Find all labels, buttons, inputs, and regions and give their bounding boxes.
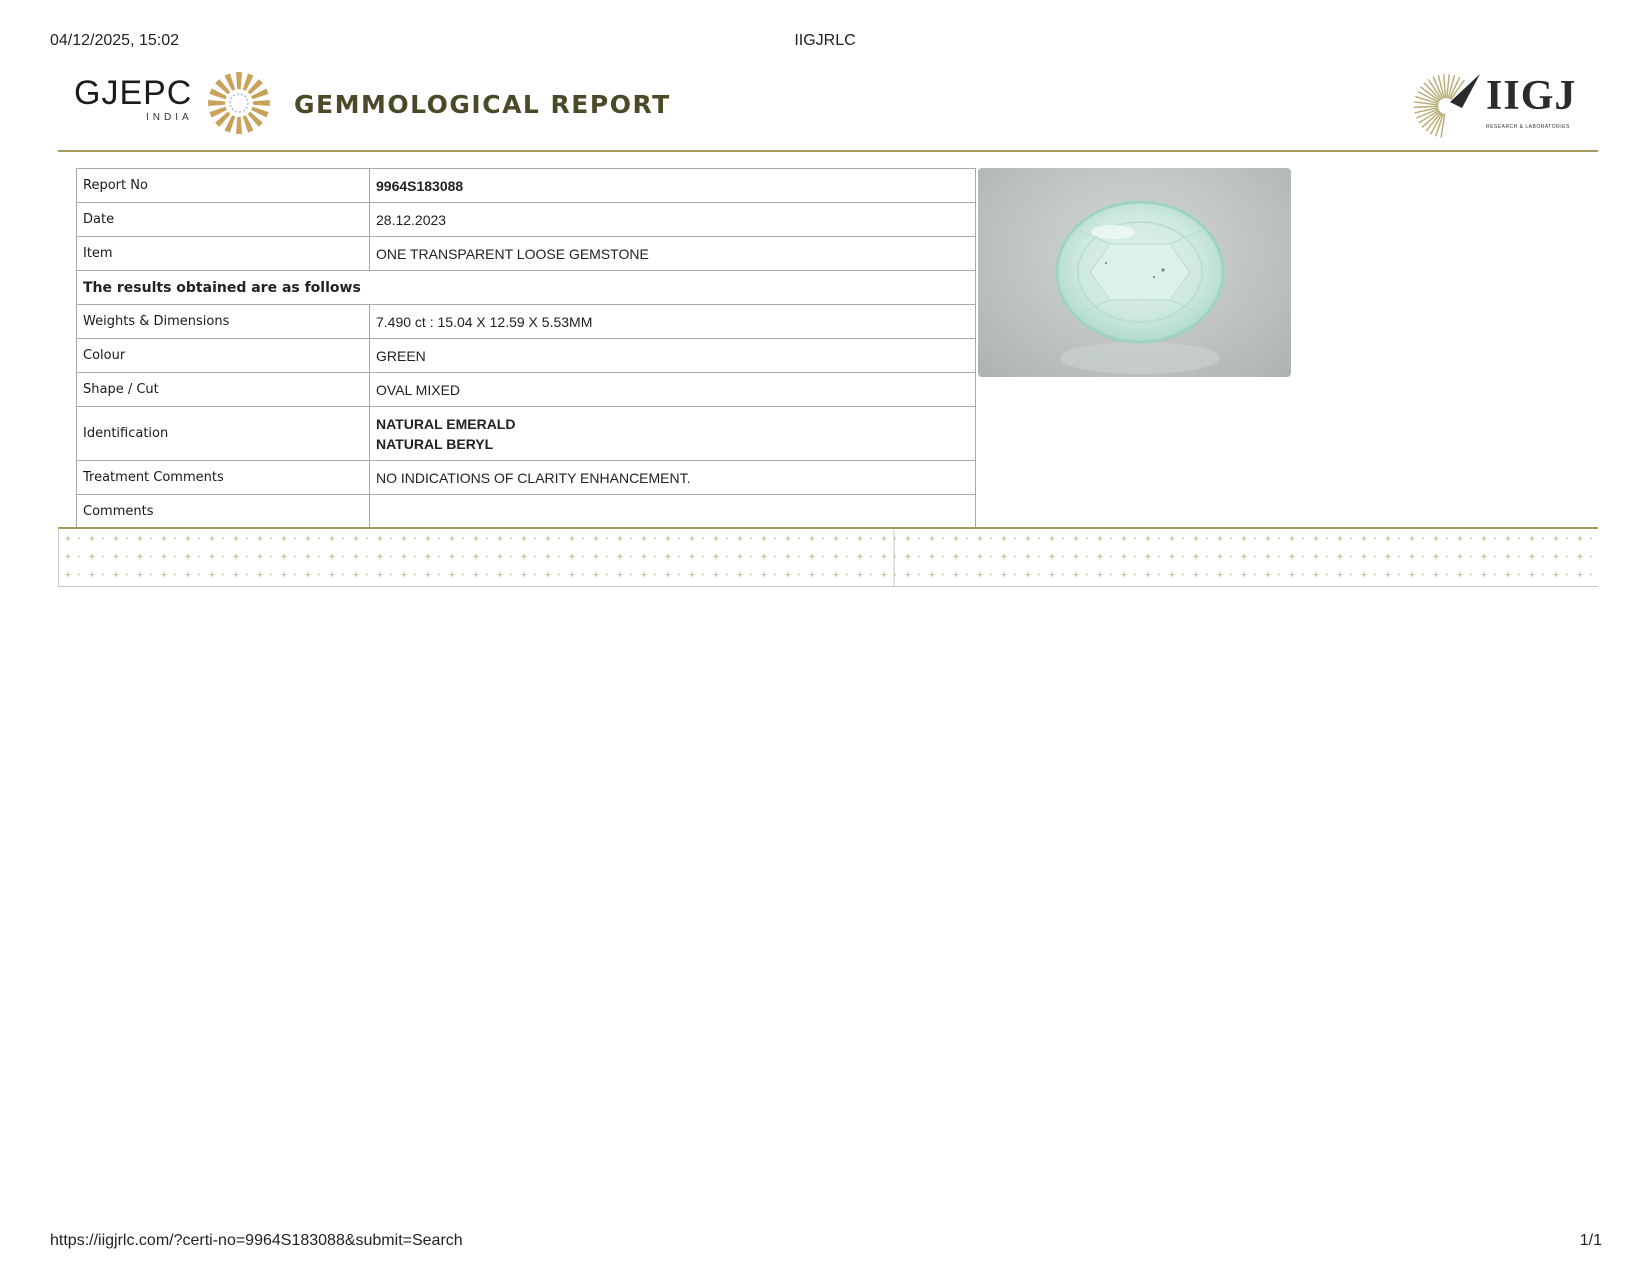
iigj-starburst-icon xyxy=(1410,68,1486,140)
colour-value: GREEN xyxy=(370,339,976,373)
item-value: ONE TRANSPARENT LOOSE GEMSTONE xyxy=(370,237,976,271)
print-timestamp: 04/12/2025, 15:02 xyxy=(50,32,180,49)
decorative-pattern-band xyxy=(58,527,1598,587)
gjepc-sunburst-icon xyxy=(206,70,272,136)
report-title: GEMMOLOGICAL REPORT xyxy=(294,90,671,119)
table-row xyxy=(77,169,976,203)
identification-line-1: NATURAL EMERALD xyxy=(376,415,516,432)
iigj-logo-subtext: RESEARCH & LABORATORIES xyxy=(1486,124,1570,130)
gemstone-image xyxy=(978,168,1291,377)
identification-value xyxy=(370,407,976,461)
colour-label: Colour xyxy=(77,339,370,373)
table-row xyxy=(77,373,976,407)
table-row xyxy=(77,203,976,237)
shape-label: Shape / Cut xyxy=(77,373,370,407)
report-details-table xyxy=(76,168,976,529)
gjepc-logo-subtext: INDIA xyxy=(146,112,193,123)
print-page-title: IIGJRLC xyxy=(794,32,856,49)
iigj-logo xyxy=(1410,68,1580,140)
date-value: 28.12.2023 xyxy=(370,203,976,237)
table-row xyxy=(77,339,976,373)
report-no-label: Report No xyxy=(77,169,370,203)
table-row xyxy=(77,305,976,339)
report-no-value: 9964S183088 xyxy=(370,169,976,203)
table-row xyxy=(77,271,976,305)
shape-value: OVAL MIXED xyxy=(370,373,976,407)
comments-value xyxy=(370,495,976,529)
table-row xyxy=(77,461,976,495)
treatment-value: NO INDICATIONS OF CLARITY ENHANCEMENT. xyxy=(370,461,976,495)
header-divider xyxy=(58,150,1598,152)
identification-line-2: NATURAL BERYL xyxy=(376,435,494,452)
identification-label: Identification xyxy=(77,407,370,461)
results-heading: The results obtained are as follows xyxy=(77,271,976,305)
print-footer-url: https://iigjrlc.com/?certi-no=9964S183088&submit=Search xyxy=(50,1232,463,1249)
table-row xyxy=(77,495,976,529)
table-row xyxy=(77,237,976,271)
weights-value: 7.490 ct : 15.04 X 12.59 X 5.53MM xyxy=(370,305,976,339)
gemstone-photo xyxy=(978,168,1291,377)
comments-label: Comments xyxy=(77,495,370,529)
sparkle-pattern xyxy=(59,529,1598,587)
item-label: Item xyxy=(77,237,370,271)
print-page-count: 1/1 xyxy=(1579,1232,1602,1249)
table-row xyxy=(77,407,976,461)
iigj-logo-text: IIGJ xyxy=(1486,73,1577,119)
weights-label: Weights & Dimensions xyxy=(77,305,370,339)
date-label: Date xyxy=(77,203,370,237)
treatment-label: Treatment Comments xyxy=(77,461,370,495)
gjepc-logo-text: GJEPC xyxy=(74,74,193,112)
gjepc-logo xyxy=(74,70,274,136)
